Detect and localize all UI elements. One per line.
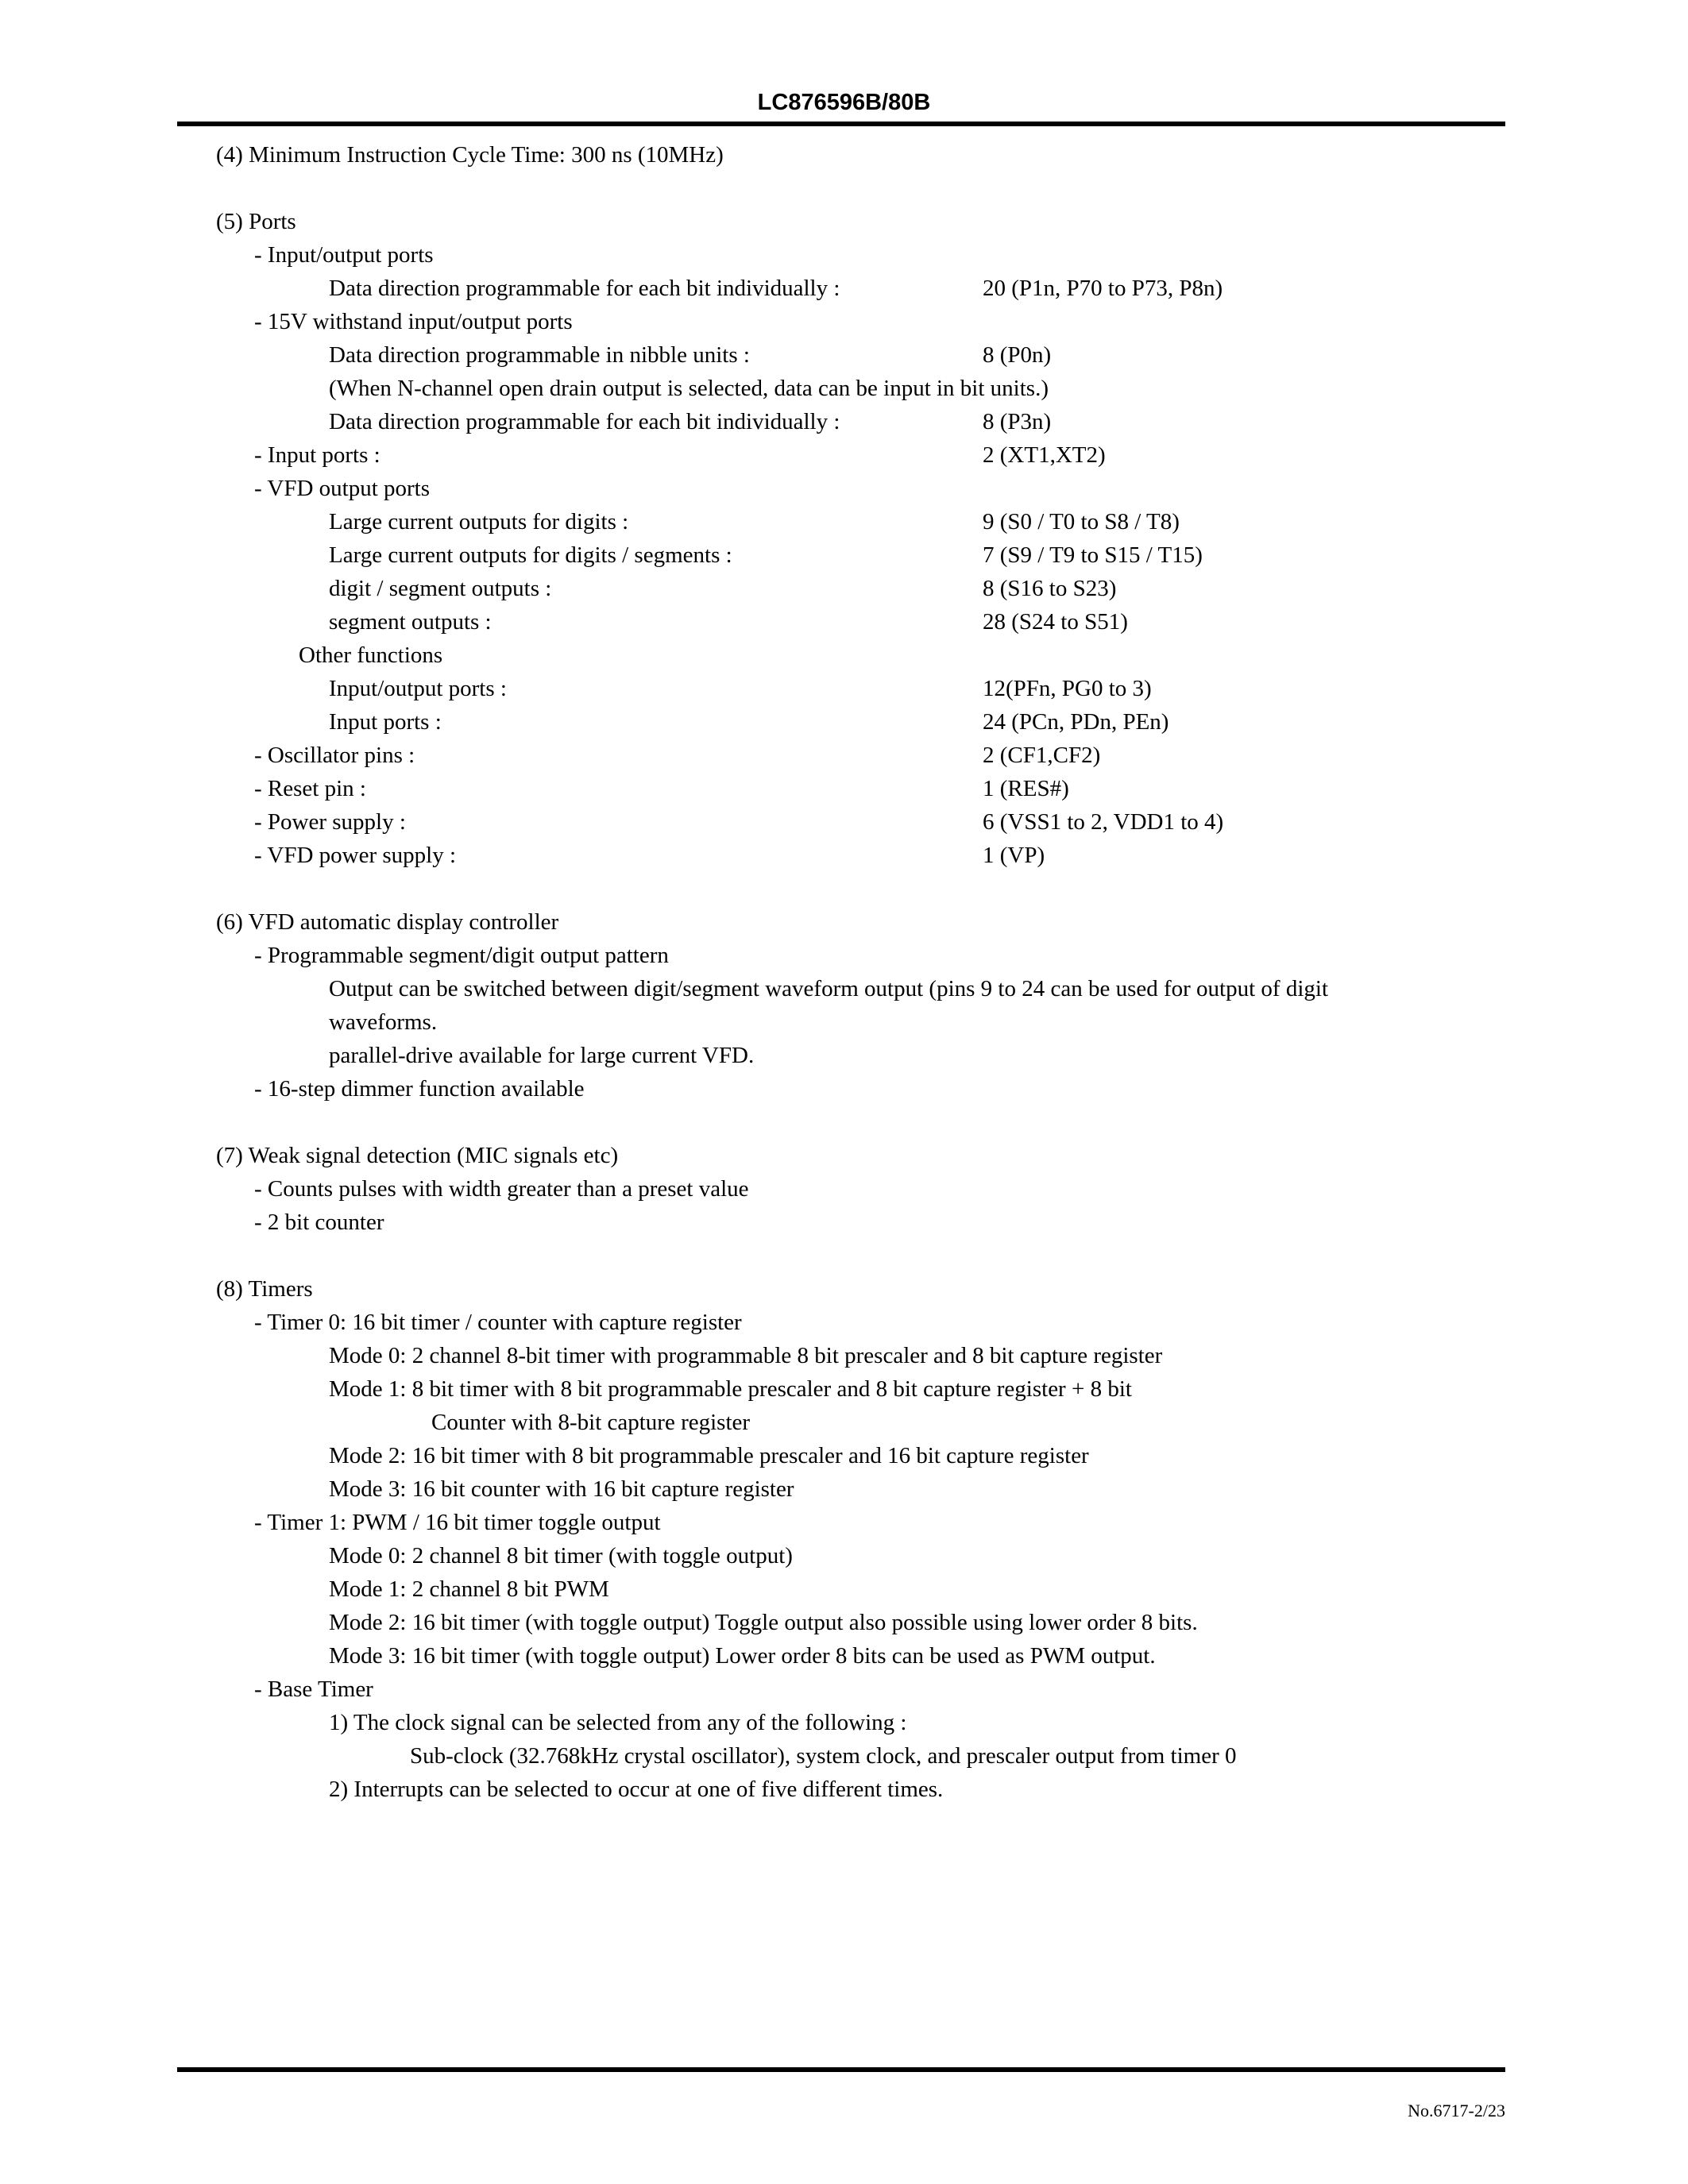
power-supply-value: 6 (VSS1 to 2, VDD1 to 4) [983, 809, 1224, 835]
power-supply-label: - Power supply : [254, 809, 406, 835]
page-header-title: LC876596B/80B [757, 90, 931, 115]
s6-desc1: Output can be switched between digit/segment waveform output (pins 9 to 24 can be used for output of digit [329, 976, 1329, 1001]
vfd-row4-label: segment outputs : [329, 609, 492, 635]
section-4-title: (4) Minimum Instruction Cycle Time: 300 ns (10MHz) [216, 142, 724, 168]
reset-pin-value: 1 (RES#) [983, 776, 1069, 801]
timer1-mode0: Mode 0: 2 channel 8 bit timer (with toggle output) [329, 1543, 793, 1569]
page-number: No.6717-2/23 [1408, 2101, 1505, 2120]
timer1-mode2: Mode 2: 16 bit timer (with toggle output) Toggle output also possible using lower order 8 bits. [329, 1610, 1198, 1635]
timer0-label: - Timer 0: 16 bit timer / counter with capture register [254, 1310, 742, 1335]
vfd-ports-label: - VFD output ports [254, 476, 431, 501]
vfd-row6-value: 24 (PCn, PDn, PEn) [983, 709, 1169, 735]
vfd-row5-value: 12(PFn, PG0 to 3) [983, 676, 1152, 701]
vfd-row2-label: Large current outputs for digits / segments : [329, 542, 732, 568]
timer0-mode2: Mode 2: 16 bit timer with 8 bit programmable prescaler and 16 bit capture register [329, 1443, 1089, 1468]
v15-ports-row2-value: 8 (P3n) [983, 409, 1052, 434]
timer0-mode1: Mode 1: 8 bit timer with 8 bit programmable prescaler and 8 bit capture register + 8 bit [329, 1376, 1132, 1402]
timer1-mode1: Mode 1: 2 channel 8 bit PWM [329, 1576, 609, 1602]
base-timer-item1-detail: Sub-clock (32.768kHz crystal oscillator), system clock, and prescaler output from timer 0 [410, 1743, 1237, 1769]
vfd-row6-label: Input ports : [329, 709, 442, 735]
oscillator-pins-value: 2 (CF1,CF2) [983, 743, 1101, 768]
v15-ports-row1-label: Data direction programmable in nibble units : [329, 342, 750, 368]
oscillator-pins-label: - Oscillator pins : [254, 743, 415, 768]
vfd-power-supply-label: - VFD power supply : [254, 843, 457, 868]
s6-desc3: parallel-drive available for large current VFD. [329, 1043, 755, 1068]
section-8-title: (8) Timers [216, 1276, 313, 1302]
vfd-row3-label: digit / segment outputs : [329, 576, 552, 601]
vfd-row3-value: 8 (S16 to S23) [983, 576, 1117, 601]
vfd-row1-label: Large current outputs for digits : [329, 509, 629, 534]
section-5-title: (5) Ports [216, 209, 296, 234]
v15-ports-row1-value: 8 (P0n) [983, 342, 1052, 368]
io-ports-row1-value: 20 (P1n, P70 to P73, P8n) [983, 276, 1223, 301]
timer0-mode3: Mode 3: 16 bit counter with 16 bit capture register [329, 1476, 794, 1502]
vfd-power-supply-value: 1 (VP) [983, 843, 1045, 868]
s6-desc2: waveforms. [329, 1009, 438, 1035]
footer-rule [177, 2067, 1505, 2072]
s6-item2: - 16-step dimmer function available [254, 1076, 585, 1102]
vfd-row1-value: 9 (S0 / T0 to S8 / T8) [983, 509, 1180, 534]
v15-ports-row2-label: Data direction programmable for each bit individually : [329, 409, 840, 434]
timer1-mode3: Mode 3: 16 bit timer (with toggle output) Lower order 8 bits can be used as PWM output. [329, 1643, 1156, 1669]
reset-pin-label: - Reset pin : [254, 776, 366, 801]
base-timer-label: - Base Timer [254, 1677, 373, 1702]
base-timer-item1: 1) The clock signal can be selected from any of the following : [329, 1710, 907, 1735]
v15-ports-note: (When N-channel open drain output is selected, data can be input in bit units.) [329, 376, 1049, 401]
timer0-mode0: Mode 0: 2 channel 8-bit timer with programmable 8 bit prescaler and 8 bit capture register [329, 1343, 1163, 1368]
timer1-label: - Timer 1: PWM / 16 bit timer toggle output [254, 1510, 661, 1535]
io-ports-label: - Input/output ports [254, 242, 434, 268]
section-6-title: (6) VFD automatic display controller [216, 909, 559, 935]
io-ports-row1-label: Data direction programmable for each bit individually : [329, 276, 840, 301]
section-7-title: (7) Weak signal detection (MIC signals etc) [216, 1143, 619, 1168]
vfd-row4-value: 28 (S24 to S51) [983, 609, 1128, 635]
s7-item2: - 2 bit counter [254, 1210, 384, 1235]
timer0-mode1-continued: Counter with 8-bit capture register [431, 1410, 751, 1435]
vfd-row2-value: 7 (S9 / T9 to S15 / T15) [983, 542, 1203, 568]
vfd-row5-label: Input/output ports : [329, 676, 507, 701]
input-ports-label: - Input ports : [254, 442, 380, 468]
base-timer-item2: 2) Interrupts can be selected to occur at one of five different times. [329, 1777, 944, 1802]
s7-item1: - Counts pulses with width greater than a preset value [254, 1176, 749, 1202]
input-ports-value: 2 (XT1,XT2) [983, 442, 1106, 468]
vfd-other-functions-label: Other functions [299, 642, 443, 668]
v15-ports-label: - 15V withstand input/output ports [254, 309, 573, 334]
header-rule [177, 122, 1505, 126]
s6-item1: - Programmable segment/digit output pattern [254, 943, 669, 968]
